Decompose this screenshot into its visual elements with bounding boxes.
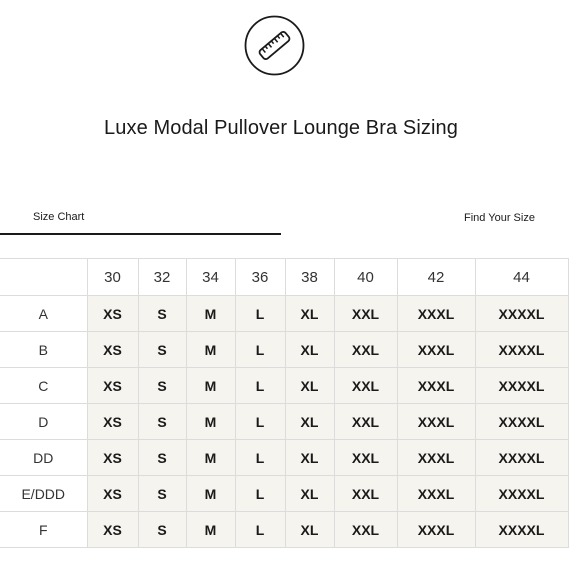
size-cell: XXL <box>334 332 397 368</box>
size-cell: XS <box>87 512 138 548</box>
size-cell: XS <box>87 440 138 476</box>
size-cell: XXXXL <box>475 440 568 476</box>
size-cell: S <box>138 296 186 332</box>
size-cell: XL <box>285 368 334 404</box>
size-cell: XXXXL <box>475 476 568 512</box>
active-tab-underline <box>0 233 281 235</box>
size-cell: L <box>235 332 285 368</box>
size-chart-table <box>0 258 569 548</box>
band-size-header: 38 <box>285 259 334 296</box>
size-cell: XXL <box>334 404 397 440</box>
size-cell: S <box>138 404 186 440</box>
size-cell: XXL <box>334 476 397 512</box>
size-cell: XXXL <box>397 296 475 332</box>
cup-size-label: C <box>0 368 87 404</box>
size-cell: XS <box>87 296 138 332</box>
size-cell: XXXL <box>397 368 475 404</box>
size-cell: M <box>186 512 235 548</box>
band-size-header: 42 <box>397 259 475 296</box>
table-row <box>0 404 568 440</box>
size-cell: XXXXL <box>475 368 568 404</box>
size-cell: XL <box>285 476 334 512</box>
table-row <box>0 440 568 476</box>
band-size-header: 30 <box>87 259 138 296</box>
size-cell: S <box>138 476 186 512</box>
table-row <box>0 476 568 512</box>
band-size-header: 32 <box>138 259 186 296</box>
size-cell: M <box>186 368 235 404</box>
table-row <box>0 512 568 548</box>
size-cell: M <box>186 440 235 476</box>
size-cell: XS <box>87 332 138 368</box>
size-cell: L <box>235 368 285 404</box>
size-cell: L <box>235 296 285 332</box>
band-size-header: 44 <box>475 259 568 296</box>
size-cell: XXL <box>334 440 397 476</box>
size-cell: S <box>138 332 186 368</box>
size-cell: S <box>138 368 186 404</box>
size-cell: M <box>186 404 235 440</box>
table-row <box>0 368 568 404</box>
size-cell: XXL <box>334 296 397 332</box>
band-size-header: 36 <box>235 259 285 296</box>
ruler-icon <box>244 15 305 76</box>
size-cell: S <box>138 512 186 548</box>
size-cell: XS <box>87 368 138 404</box>
page-title: Luxe Modal Pullover Lounge Bra Sizing <box>104 117 458 139</box>
cup-size-label: E/DDD <box>0 476 87 512</box>
cup-size-label: A <box>0 296 87 332</box>
size-cell: L <box>235 512 285 548</box>
size-cell: XXXL <box>397 476 475 512</box>
tab-size-chart[interactable]: Size Chart <box>33 211 85 223</box>
size-cell: XL <box>285 332 334 368</box>
size-cell: XXXL <box>397 404 475 440</box>
cup-size-label: F <box>0 512 87 548</box>
size-cell: L <box>235 440 285 476</box>
size-cell: S <box>138 440 186 476</box>
size-cell: L <box>235 404 285 440</box>
band-size-header: 40 <box>334 259 397 296</box>
cup-size-label: B <box>0 332 87 368</box>
size-cell: XXL <box>334 368 397 404</box>
size-cell: XS <box>87 476 138 512</box>
size-cell: M <box>186 332 235 368</box>
size-cell: XXL <box>334 512 397 548</box>
size-cell: XXXL <box>397 440 475 476</box>
size-cell: XL <box>285 404 334 440</box>
cup-size-label: DD <box>0 440 87 476</box>
band-size-header: 34 <box>186 259 235 296</box>
size-cell: XL <box>285 440 334 476</box>
size-cell: XXXXL <box>475 296 568 332</box>
size-cell: L <box>235 476 285 512</box>
table-row <box>0 332 568 368</box>
size-cell: XL <box>285 296 334 332</box>
table-corner <box>0 259 87 296</box>
size-cell: XXXXL <box>475 332 568 368</box>
band-size-header-row <box>0 259 568 296</box>
size-cell: XL <box>285 512 334 548</box>
cup-size-label: D <box>0 404 87 440</box>
size-cell: XS <box>87 404 138 440</box>
size-cell: XXXL <box>397 332 475 368</box>
table-row <box>0 296 568 332</box>
size-cell: XXXL <box>397 512 475 548</box>
size-cell: XXXXL <box>475 404 568 440</box>
size-cell: XXXXL <box>475 512 568 548</box>
size-cell: M <box>186 296 235 332</box>
tab-find-your-size[interactable]: Find Your Size <box>464 212 535 224</box>
size-cell: M <box>186 476 235 512</box>
